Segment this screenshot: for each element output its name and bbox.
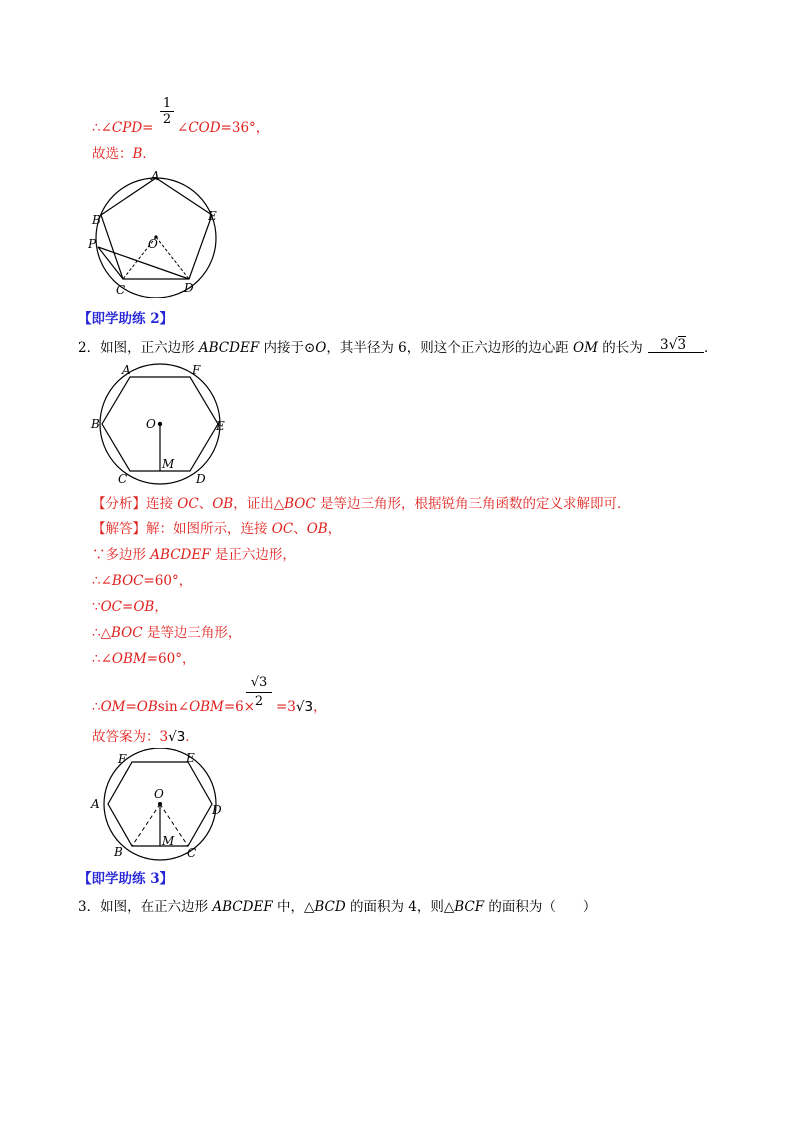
text-fragment: 如图，在正六边形 (100, 899, 213, 915)
vertex-label: D (184, 281, 194, 295)
section-heading-2: 【即学助练 2】 (78, 311, 174, 327)
solution-line-7-result (276, 698, 327, 716)
center-label: O (146, 417, 156, 431)
prev-choice-line (92, 145, 156, 163)
segment-name: OM (100, 699, 126, 715)
triangle-name: BOC (284, 496, 316, 512)
question-2-end: ． (704, 340, 718, 356)
segment-name: OM (573, 340, 598, 356)
text-fragment: ∴∠ (92, 120, 112, 136)
solution-line-2 (92, 546, 296, 564)
answer-coefficient: 3 (159, 729, 169, 745)
answer-blank-value (660, 336, 686, 354)
text-fragment: =6× (223, 699, 256, 715)
pentagon-figure (88, 168, 228, 298)
question-number: 3． (78, 899, 101, 915)
solution-tag: 【解答】 (92, 521, 146, 537)
text-fragment: 连接 (146, 496, 178, 512)
polygon-name: ABCDEF (212, 899, 273, 915)
vertex-label: C (187, 846, 197, 860)
vertex-label: B (91, 417, 100, 431)
vertex-label: A (151, 169, 160, 183)
sqrt3-over-2-fraction (246, 674, 272, 711)
segment-name: OC (100, 599, 122, 615)
text-fragment: sin∠ (157, 699, 190, 715)
text-fragment: =36°， (220, 120, 270, 136)
sqrt-value: √3 (295, 699, 314, 715)
prev-solution-line-angle (92, 119, 153, 137)
vertex-label: E (186, 751, 195, 765)
text-fragment: ， (154, 599, 168, 615)
text-fragment: =60°， (143, 573, 193, 589)
vertex-label: F (192, 363, 201, 377)
triangle-name: BOC (110, 625, 143, 641)
vertex-label: F (118, 752, 127, 766)
vertex-label: E (208, 209, 217, 223)
fraction-numerator: 1 (160, 96, 174, 112)
text-fragment: ， (313, 699, 327, 715)
segment-name: OC (177, 496, 199, 512)
half-fraction (160, 96, 174, 128)
text-fragment: 是正六边形， (210, 547, 296, 563)
circle-name: O (315, 340, 327, 356)
text-fragment: ∵ (92, 599, 101, 615)
solution-line-6 (92, 650, 195, 668)
solution-line-3 (92, 572, 192, 590)
text-fragment: 如图，正六边形 (100, 340, 199, 356)
solution-line-7 (92, 698, 255, 716)
text-fragment: = (125, 699, 137, 715)
text-fragment: 内接于⊙ (259, 340, 316, 356)
sqrt-value: √3 (168, 729, 186, 745)
foot-label: M (162, 457, 175, 471)
angle-name: CPD (111, 120, 143, 136)
text-fragment: ． (185, 729, 199, 745)
text-fragment: ∴∠ (92, 651, 112, 667)
text-fragment: ∠ (177, 120, 189, 136)
vertex-label: B (114, 845, 123, 859)
vertex-label: D (196, 472, 206, 486)
answer-coefficient: 3 (660, 337, 669, 353)
section-heading-3: 【即学助练 3】 (78, 871, 174, 887)
solution-line-5 (92, 624, 241, 642)
solution-line-1 (92, 520, 341, 538)
segment-name: OC (271, 521, 294, 537)
triangle-name: BCF (454, 899, 485, 915)
solution-line-4 (92, 598, 168, 616)
segment-name: OB (133, 599, 155, 615)
vertex-label: P (88, 237, 97, 251)
vertex-label: C (118, 472, 128, 486)
fraction-denominator: 2 (162, 112, 172, 127)
text-fragment: 是等边三角形， (142, 625, 242, 641)
question-2 (78, 339, 643, 357)
center-label: O (148, 237, 158, 251)
segment-name: OB (306, 521, 328, 537)
vertex-label: D (212, 803, 222, 817)
polygon-name: ABCDEF (150, 547, 211, 563)
angle-name: OBM (189, 699, 224, 715)
vertex-label: A (91, 797, 100, 811)
question-3 (78, 898, 596, 916)
text-fragment: ． (142, 146, 156, 162)
segment-name: OB (136, 699, 158, 715)
text-fragment: 故答案为： (92, 729, 160, 745)
segment-name: OB (212, 496, 234, 512)
text-fragment: 的长为 (597, 340, 643, 356)
text-fragment: 的面积为 4，则△ (345, 899, 455, 915)
text-fragment: 、 (198, 496, 213, 512)
choice-value: B (132, 146, 143, 162)
solution-line-8 (92, 728, 199, 746)
text-fragment: =3 (276, 699, 296, 715)
hexagon-figure-question (88, 360, 238, 490)
text-fragment: ，其半径为 6，则这个正六边形的边心距 (326, 340, 574, 356)
text-fragment: = (122, 599, 134, 615)
text-fragment: ∴ (92, 699, 101, 715)
fraction-denominator: 2 (254, 694, 264, 709)
text-fragment: =60°， (146, 651, 196, 667)
vertex-label: E (216, 419, 225, 433)
sqrt-sign: √ (668, 337, 678, 353)
question-number: 2． (78, 340, 101, 356)
text-fragment: 中，△ (272, 899, 315, 915)
angle-name: BOC (111, 573, 144, 589)
text-fragment: 的面积为（ ） (484, 899, 597, 915)
text-fragment: 故选： (92, 146, 133, 162)
foot-label: M (162, 834, 175, 848)
text-fragment: 解：如图所示，连接 (146, 521, 272, 537)
analysis-tag: 【分析】 (92, 496, 146, 512)
vertex-label: B (92, 213, 101, 227)
angle-name: OBM (111, 651, 147, 667)
text-fragment: ∴∠ (92, 573, 112, 589)
vertex-label: C (116, 283, 126, 297)
hexagon-figure-solution (88, 748, 238, 864)
text-fragment: ， (327, 521, 342, 537)
text-fragment: ，证出△ (233, 496, 285, 512)
vertex-label: A (122, 363, 131, 377)
polygon-name: ABCDEF (198, 340, 260, 356)
center-label: O (154, 787, 164, 801)
text-fragment: = (142, 120, 154, 136)
text-fragment: ∵多边形 (92, 547, 151, 563)
text-fragment: ∴△ (92, 625, 111, 641)
analysis-line (92, 495, 630, 513)
text-fragment: 是等边三角形，根据锐角三角函数的定义求解即可． (315, 496, 631, 512)
answer-radicand: 3 (677, 337, 687, 353)
fraction-numerator: √3 (246, 674, 272, 693)
triangle-name: BCD (314, 899, 346, 915)
text-fragment: 、 (293, 521, 307, 537)
angle-name: COD (188, 120, 221, 136)
prev-solution-line-angle-b (177, 119, 269, 137)
